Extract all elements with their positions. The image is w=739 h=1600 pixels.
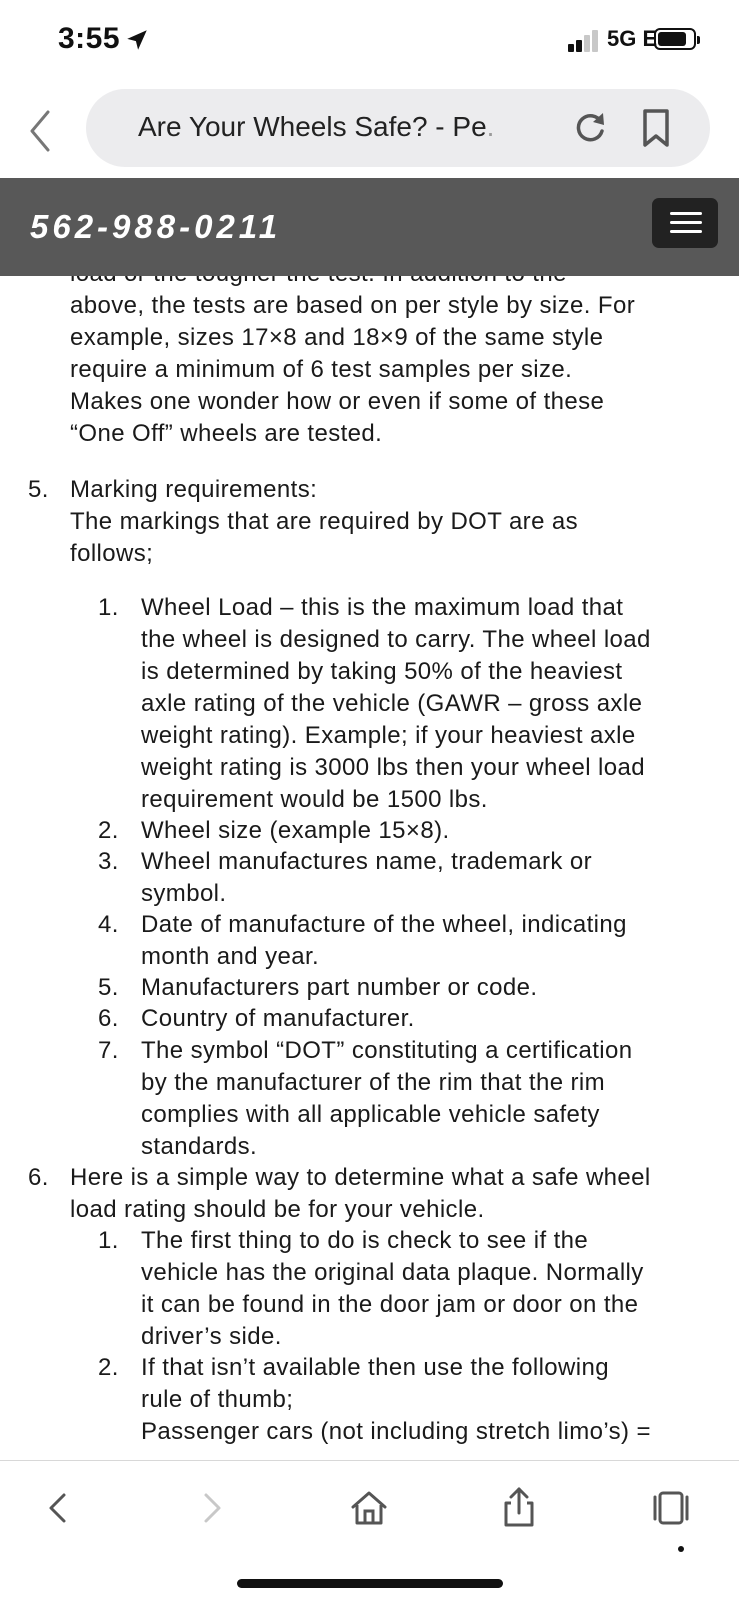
paragraph-line: “One Off” wheels are tested. [70, 420, 383, 447]
network-type: 5G E [607, 26, 658, 51]
sublist-line: Date of manufacture of the wheel, indicating [141, 911, 627, 938]
list-number: 5. [28, 476, 49, 503]
sublist-line: Manufacturers part number or code. [141, 974, 538, 1001]
sublist-number: 5. [98, 974, 119, 1001]
sublist-line: complies with all applicable vehicle safety [141, 1101, 600, 1128]
status-time: 3:55 [58, 22, 121, 55]
sublist-line: driver’s side. [141, 1323, 282, 1350]
browser-toolbar [0, 1460, 739, 1600]
status-bar [0, 0, 739, 86]
sublist-number: 1. [98, 1227, 119, 1254]
sublist-number: 4. [98, 911, 119, 938]
reload-icon[interactable] [570, 107, 610, 147]
location-arrow-icon [124, 27, 150, 53]
back-icon[interactable] [34, 1483, 84, 1533]
sublist-line: weight rating is 3000 lbs then your wheel load [141, 754, 646, 781]
sublist-line: Wheel manufactures name, trademark or [141, 848, 592, 875]
site-header [0, 178, 739, 276]
list-item-line: Here is a simple way to determine what a safe wheel [70, 1164, 651, 1191]
share-icon[interactable] [494, 1483, 544, 1533]
sublist-line: requirement would be 1500 lbs. [141, 786, 488, 813]
address-bar[interactable] [86, 89, 710, 167]
hamburger-menu-button[interactable] [652, 198, 718, 248]
tab-indicator-dot [678, 1546, 684, 1552]
sublist-number: 2. [98, 817, 119, 844]
sublist-line: Country of manufacturer. [141, 1005, 415, 1032]
page-title: Are Your Wheels Safe? - Pe. [138, 111, 495, 142]
back-chevron-icon[interactable] [22, 106, 58, 156]
sublist-line: the wheel is designed to carry. The wheel load [141, 626, 651, 653]
sublist-line: The symbol “DOT” constituting a certification [141, 1037, 633, 1064]
list-item-line: load rating should be for your vehicle. [70, 1196, 485, 1223]
list-item-heading: Marking requirements: [70, 476, 318, 503]
sublist-line: Passenger cars (not including stretch limo’s) = [141, 1418, 651, 1445]
sublist-line: axle rating of the vehicle (GAWR – gross axle [141, 690, 643, 717]
battery-icon [654, 28, 696, 50]
sublist-line: is determined by taking 50% of the heaviest [141, 658, 623, 685]
home-indicator[interactable] [237, 1579, 503, 1588]
list-item-line: follows; [70, 540, 154, 567]
sublist-line: Wheel Load – this is the maximum load that [141, 594, 624, 621]
sublist-line: standards. [141, 1133, 258, 1160]
sublist-line: rule of thumb; [141, 1386, 294, 1413]
sublist-line: symbol. [141, 880, 227, 907]
sublist-line: vehicle has the original data plaque. Normally [141, 1259, 644, 1286]
sublist-number: 1. [98, 594, 119, 621]
tabs-icon[interactable] [646, 1483, 696, 1533]
sublist-number: 7. [98, 1037, 119, 1064]
sublist-line: month and year. [141, 943, 320, 970]
list-item-line: The markings that are required by DOT are as [70, 508, 579, 535]
paragraph-line: above, the tests are based on per style by size. For [70, 292, 636, 319]
sublist-line: it can be found in the door jam or door on the [141, 1291, 639, 1318]
sublist-number: 2. [98, 1354, 119, 1381]
paragraph-line: Makes one wonder how or even if some of these [70, 388, 605, 415]
cellular-signal-icon [568, 28, 604, 52]
phone-number-link[interactable]: 562-988-0211 [30, 208, 282, 245]
home-icon[interactable] [344, 1483, 394, 1533]
paragraph-line: example, sizes 17×8 and 18×9 of the same style [70, 324, 604, 351]
bookmark-icon[interactable] [638, 107, 674, 149]
sublist-line: If that isn’t available then use the following [141, 1354, 610, 1381]
forward-icon[interactable] [186, 1483, 236, 1533]
sublist-number: 3. [98, 848, 119, 875]
paragraph-line: require a minimum of 6 test samples per size. [70, 356, 573, 383]
sublist-line: Wheel size (example 15×8). [141, 817, 450, 844]
browser-address-row [0, 86, 739, 178]
sublist-number: 6. [98, 1005, 119, 1032]
list-number: 6. [28, 1164, 49, 1191]
sublist-line: The first thing to do is check to see if the [141, 1227, 589, 1254]
sublist-line: by the manufacturer of the rim that the rim [141, 1069, 606, 1096]
sublist-line: weight rating). Example; if your heaviest axle [141, 722, 636, 749]
